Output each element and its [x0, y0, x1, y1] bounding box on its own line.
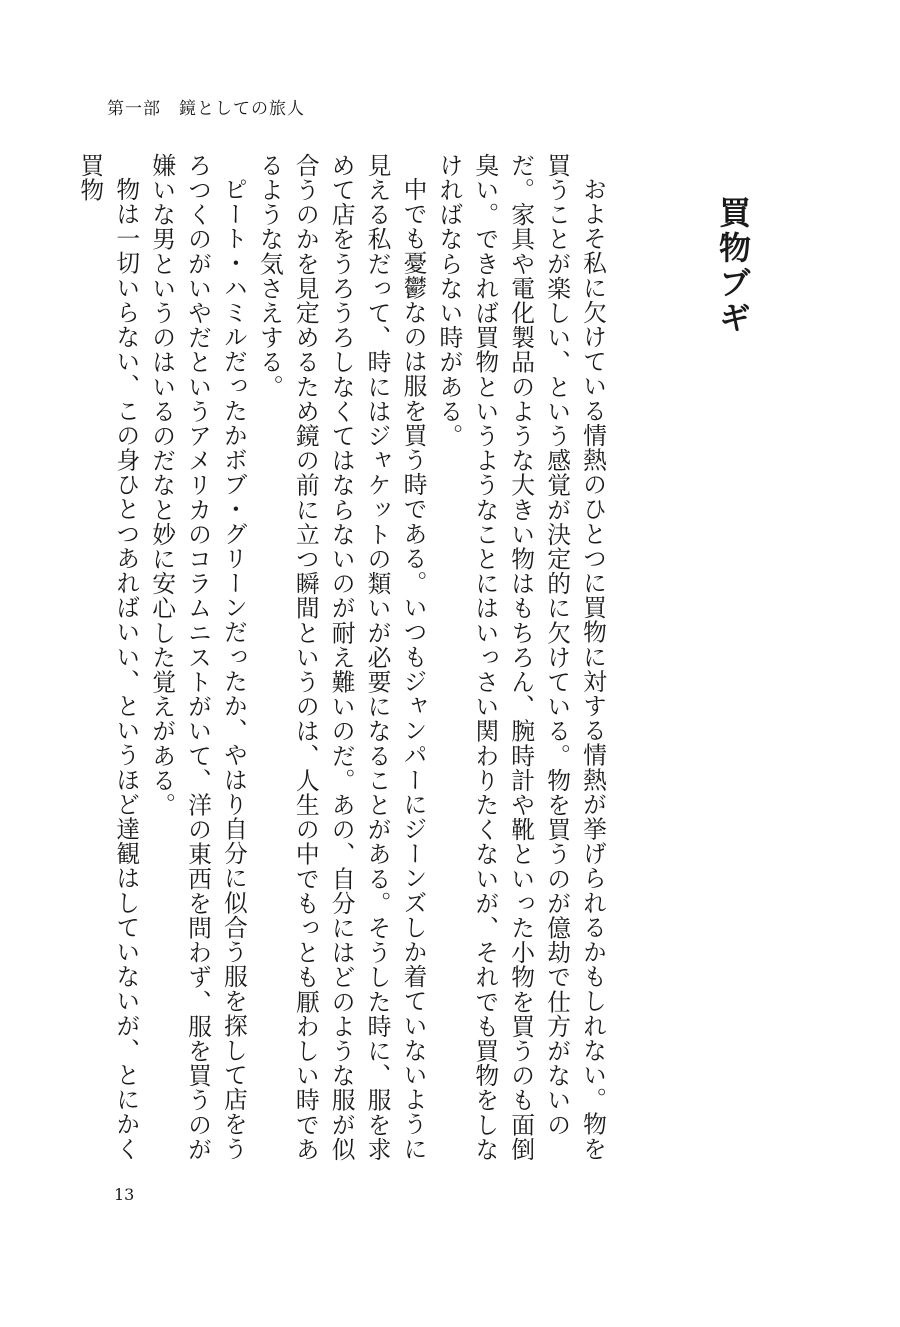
running-head-subtitle: 鏡としての旅人 — [179, 99, 305, 119]
running-head-part: 第一部 — [107, 99, 161, 119]
paragraph-1: およそ私に欠けている情熱のひとつに買物に対する情熱が挙げられるかもしれない。物を買うことが楽しい、という感覚が決定的に欠けている。物を買うのが億劫で仕方がないのだ。家具や電化製品のような大きい物はもちろん、腕時計や靴といった小物を買うのも面倒臭い。できれば買物というようなことにはいっさい関わりたくないが、それでも買物をしなければならない時がある。 — [435, 153, 607, 1162]
paragraph-2: 中でも憂鬱なのは服を買う時である。いつもジャンパーにジーンズしか着ていないように見える私だって、時にはジャケットの類いが必要になることがある。そうした時に、服を求めて店をうろうろしなくてはならないのが耐え難いのだ。あの、自分にはどのような服が似合うのかを見定めるため鏡の前に立つ瞬間というのは、人生の中でもっとも厭わしい時であるような気さえする。 — [255, 153, 428, 1162]
chapter-title: 買物ブギ — [714, 196, 752, 336]
page-number: 13 — [114, 1185, 135, 1204]
running-head — [107, 94, 305, 119]
body-text — [71, 153, 610, 1163]
paragraph-4: 物は一切いらない、この身ひとつあればいい、というほど達観はしていないが、とにかく買物 — [76, 153, 141, 1161]
paragraph-3: ピート・ハミルだったかボブ・グリーンだったか、やはり自分に似合う服を探して店をうろつくのがいやだというアメリカのコラムニストがいて、洋の東西を問わず、服を買うのが嫌いな男というのはいるのだなと妙に安心した覚えがある。 — [148, 153, 248, 1162]
